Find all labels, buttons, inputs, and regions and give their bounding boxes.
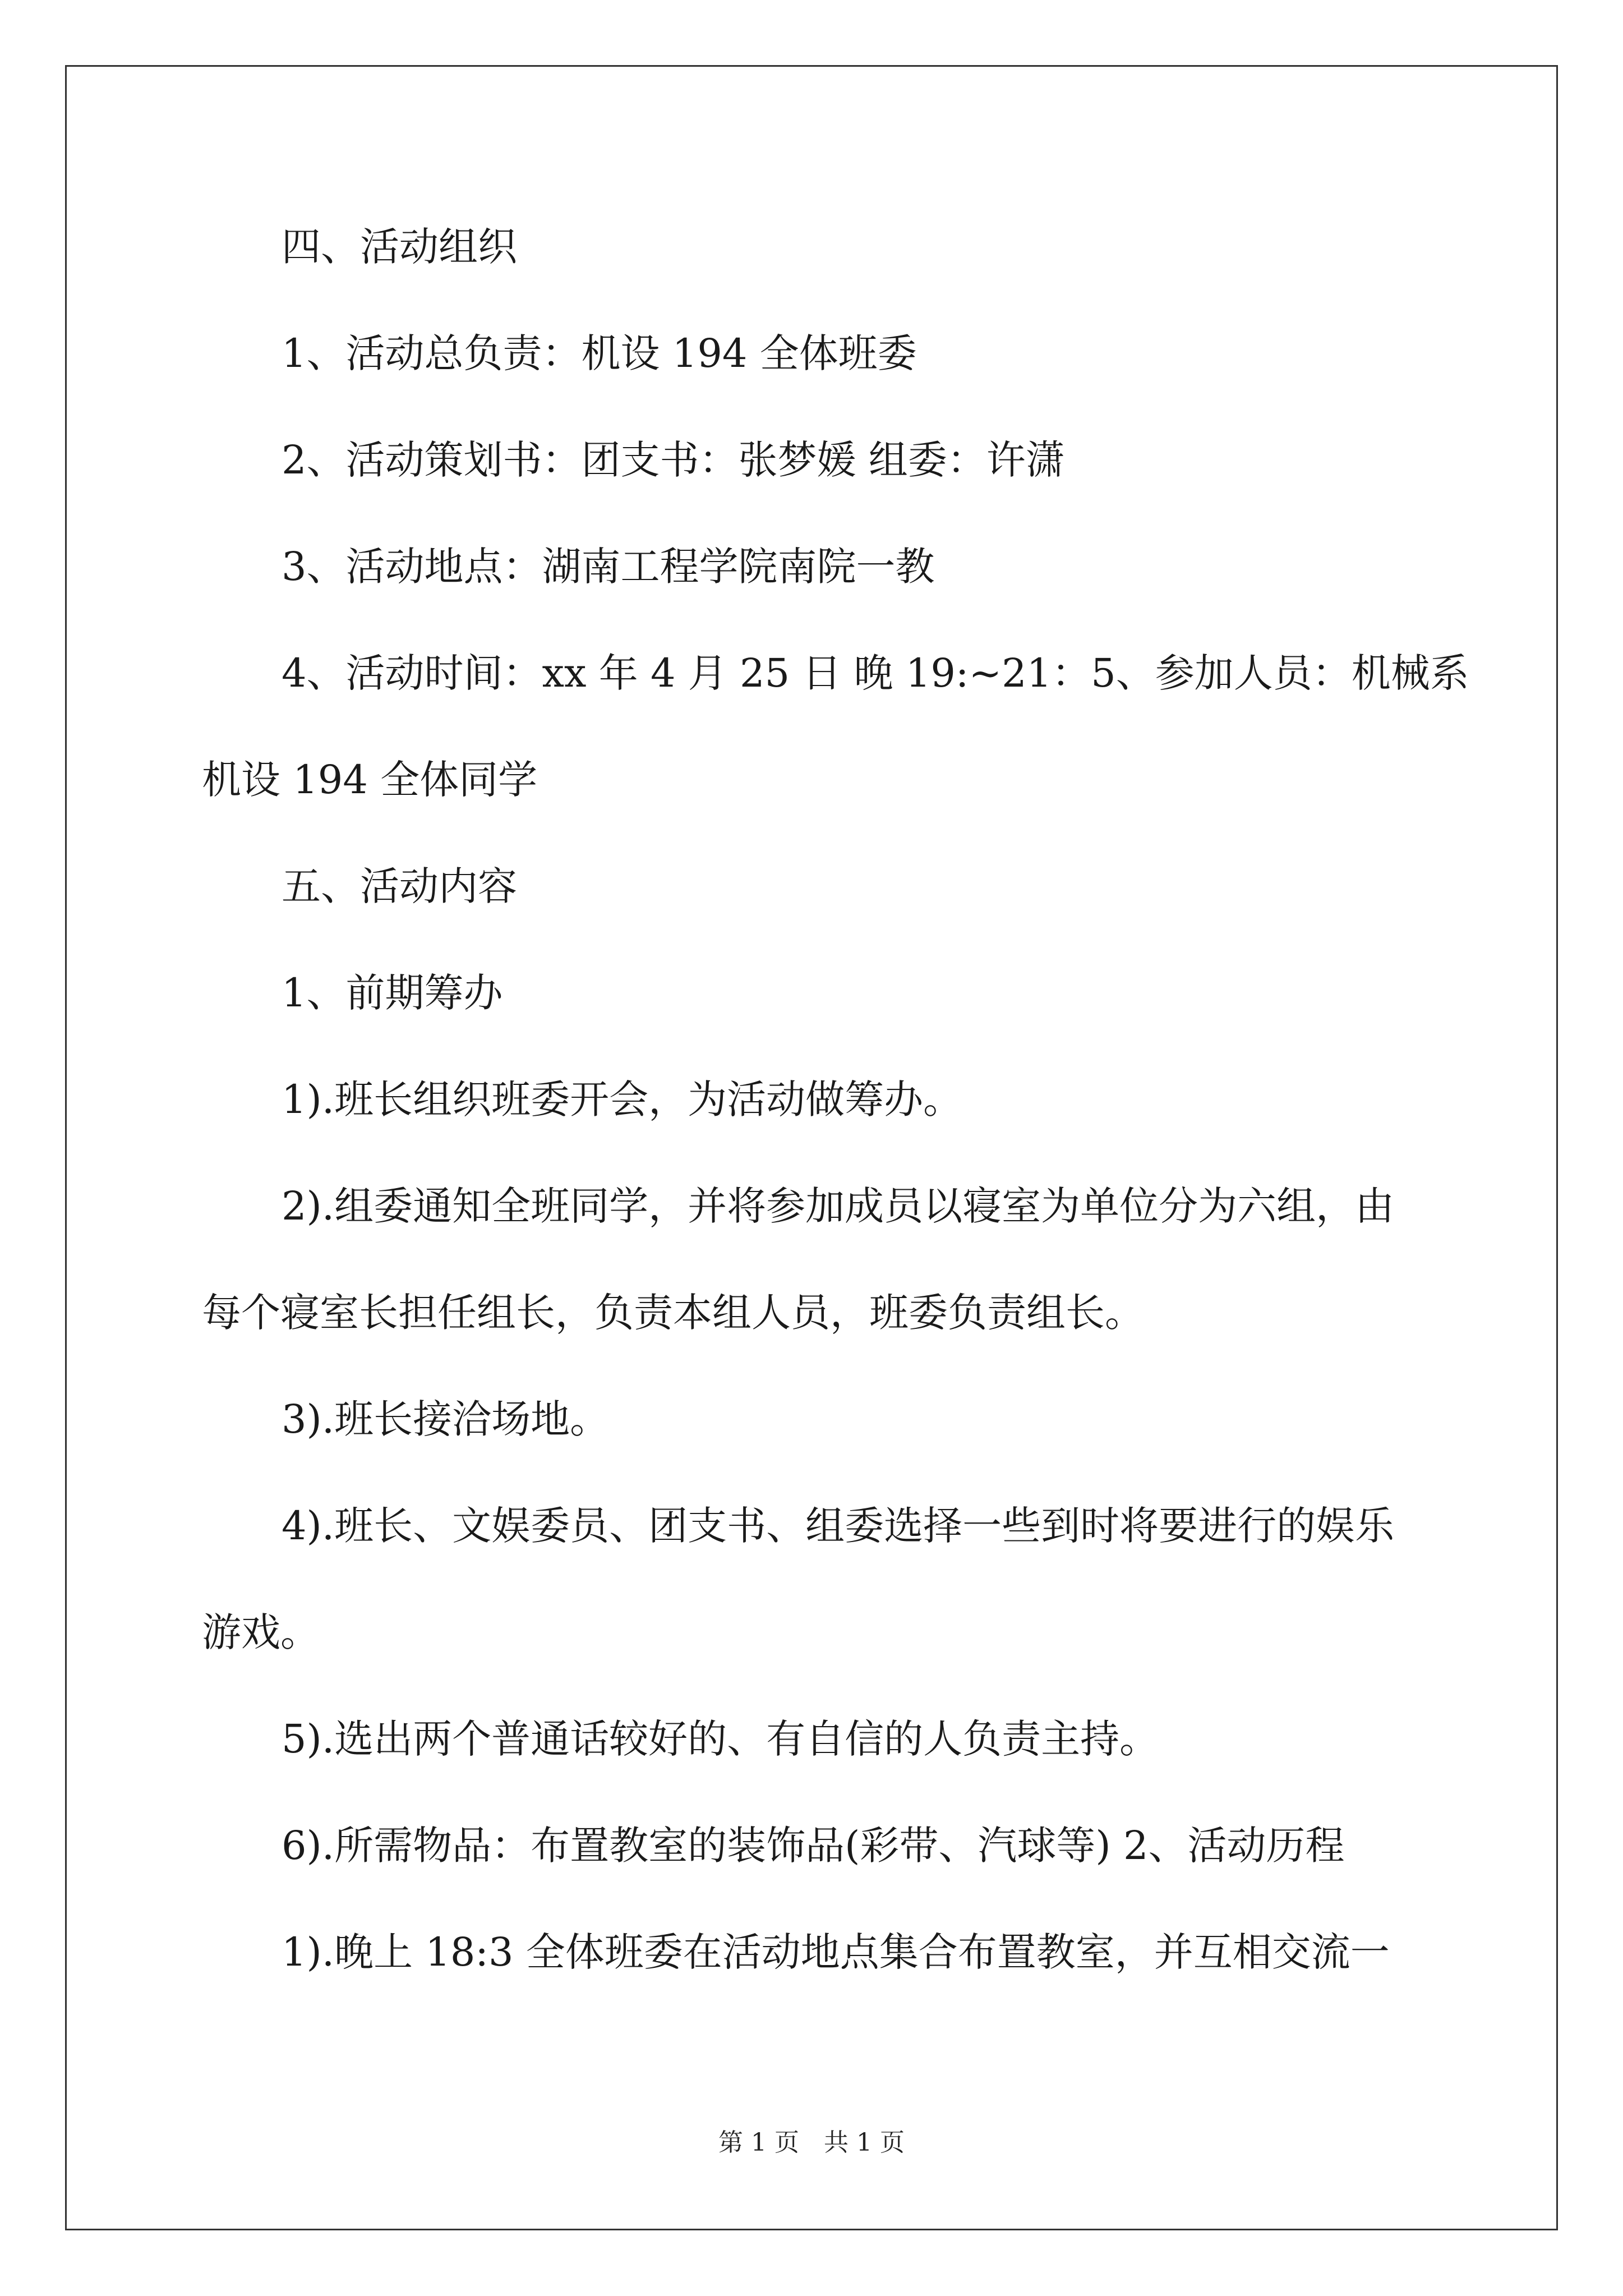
section-heading-content: 五、活动内容	[282, 863, 517, 909]
paragraph-line: 4).班长、文娱委员、团支书、组委选择一些到时将要进行的娱乐	[282, 1503, 1395, 1549]
paragraph-line: 3).班长接洽场地。	[282, 1396, 610, 1442]
document-body	[202, 220, 1469, 2032]
paragraph-line: 1、活动总负责：机设 194 全体班委	[282, 330, 917, 376]
paragraph-line: 4、活动时间：xx 年 4 月 25 日 晚 19:~21：5、参加人员：机械系	[282, 650, 1469, 696]
paragraph-line: 2).组委通知全班同学，并将参加成员以寝室为单位分为六组，由	[282, 1183, 1395, 1229]
paragraph-line: 2、活动策划书：团支书：张梦媛 组委：许潇	[282, 437, 1065, 483]
paragraph-line: 6).所需物品：布置教室的装饰品(彩带、汽球等) 2、活动历程	[282, 1823, 1345, 1869]
paragraph-line: 1).晚上 18:3 全体班委在活动地点集合布置教室，并互相交流一	[282, 1929, 1390, 1975]
paragraph-line-continuation: 每个寝室长担任组长，负责本组人员，班委负责组长。	[202, 1290, 1144, 1336]
paragraph-line-continuation: 游戏。	[202, 1609, 320, 1655]
section-heading-organization: 四、活动组织	[282, 224, 517, 270]
subsection-heading: 1、前期筹办	[282, 970, 503, 1016]
page-number-footer: 第 1 页 共 1 页	[718, 2128, 905, 2157]
paragraph-line: 1).班长组织班委开会，为活动做筹办。	[282, 1076, 963, 1122]
paragraph-line-continuation: 机设 194 全体同学	[202, 757, 538, 803]
paragraph-line: 5).选出两个普通话较好的、有自信的人负责主持。	[282, 1716, 1159, 1762]
paragraph-line: 3、活动地点：湖南工程学院南院一教	[282, 544, 935, 590]
